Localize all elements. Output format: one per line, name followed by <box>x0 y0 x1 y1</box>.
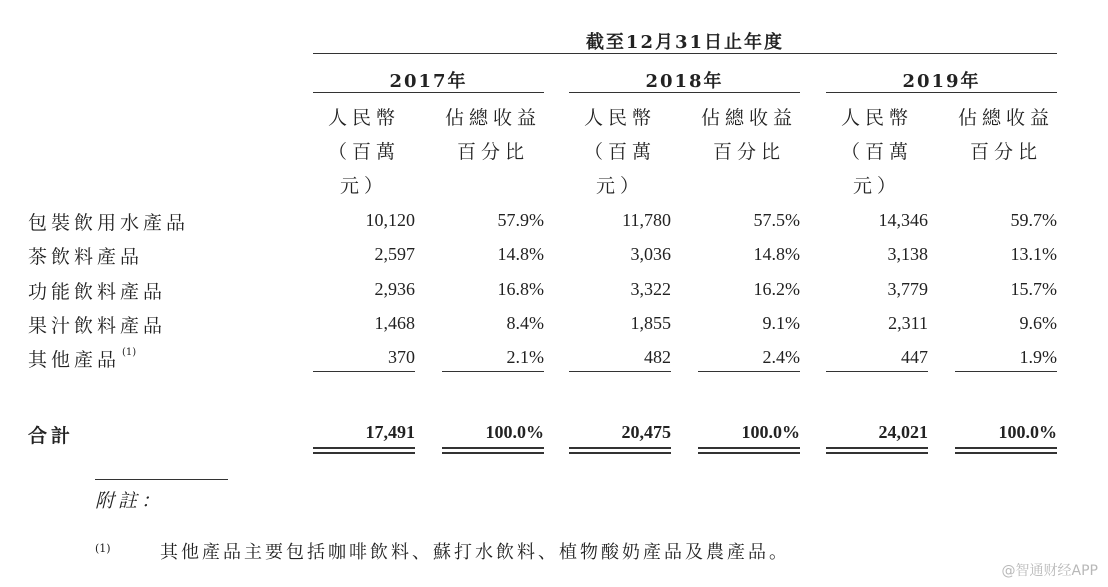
subtotal-rule <box>442 371 544 372</box>
footnote-text: 其他產品主要包括咖啡飲料、蘇打水飲料、植物酸奶產品及農產品。 <box>160 542 790 563</box>
col-pct-line2: 百分比 <box>712 141 785 163</box>
subtotal-rule <box>826 371 928 372</box>
cell-2017-pct: 2.1% <box>506 347 544 367</box>
total-double-rule <box>442 447 544 449</box>
subtotal-rule <box>955 371 1057 372</box>
col-pct-2017 <box>442 101 544 169</box>
row-label: 果汁飲料產品 <box>28 315 167 337</box>
total-double-rule <box>313 447 415 449</box>
total-2018-pct: 100.0% <box>741 422 800 442</box>
total-double-rule <box>569 447 671 449</box>
cell-2018-amount: 3,036 <box>630 244 671 264</box>
cell-2017-amount: 370 <box>388 347 415 367</box>
cell-2018-pct: 9.1% <box>762 313 800 333</box>
cell-2019-amount: 3,138 <box>887 244 928 264</box>
row-label: 包裝飲用水產品 <box>28 212 190 234</box>
year-2019-rule <box>826 92 1057 93</box>
col-amount-line1: 人民幣 <box>583 107 656 129</box>
total-2017-pct: 100.0% <box>485 422 544 442</box>
cell-2017-amount: 2,597 <box>374 244 415 264</box>
total-label: 合計 <box>28 425 75 447</box>
year-2017-rule <box>313 92 544 93</box>
subtotal-rule <box>698 371 800 372</box>
total-double-rule <box>826 447 928 449</box>
cell-2018-amount: 1,855 <box>630 313 671 333</box>
total-2019-pct: 100.0% <box>998 422 1057 442</box>
cell-2017-pct: 57.9% <box>497 210 544 230</box>
year-2019-header: 2019年 <box>902 71 981 92</box>
col-amount-2017 <box>313 101 415 203</box>
cell-2018-amount: 11,780 <box>622 210 671 230</box>
col-pct-line1: 佔總收益 <box>957 107 1054 129</box>
cell-2018-amount: 3,322 <box>630 279 671 299</box>
row-label: 茶飲料產品 <box>28 246 144 268</box>
cell-2018-amount: 482 <box>644 347 671 367</box>
cell-2017-amount: 2,936 <box>374 279 415 299</box>
total-double-rule <box>826 452 928 454</box>
cell-2017-amount: 10,120 <box>365 210 415 230</box>
footnote-marker: (1) <box>95 542 111 555</box>
col-pct-line1: 佔總收益 <box>700 107 797 129</box>
cell-2019-pct: 9.6% <box>1019 313 1057 333</box>
cell-2017-pct: 16.8% <box>497 279 544 299</box>
cell-2018-pct: 2.4% <box>762 347 800 367</box>
col-amount-2018 <box>569 101 671 203</box>
cell-2018-pct: 57.5% <box>753 210 800 230</box>
cell-2019-amount: 447 <box>901 347 928 367</box>
cell-2019-amount: 3,779 <box>887 279 928 299</box>
cell-2019-pct: 15.7% <box>1010 279 1057 299</box>
total-double-rule <box>955 452 1057 454</box>
total-2018-amount: 20,475 <box>621 422 671 442</box>
col-amount-line1: 人民幣 <box>327 107 400 129</box>
footnote-marker: (1) <box>122 347 137 358</box>
subtotal-rule <box>569 371 671 372</box>
total-2017-amount: 17,491 <box>365 422 415 442</box>
cell-2019-amount: 2,311 <box>888 313 928 333</box>
total-double-rule <box>313 452 415 454</box>
cell-2019-amount: 14,346 <box>878 210 928 230</box>
cell-2019-pct: 59.7% <box>1010 210 1057 230</box>
col-pct-line2: 百分比 <box>969 141 1042 163</box>
cell-2019-pct: 1.9% <box>1019 347 1057 367</box>
col-amount-line2: （百萬元） <box>583 141 656 197</box>
col-amount-line1: 人民幣 <box>840 107 913 129</box>
col-amount-2019 <box>826 101 928 203</box>
col-amount-line2: （百萬元） <box>840 141 913 197</box>
col-pct-2018 <box>698 101 800 169</box>
total-double-rule <box>569 452 671 454</box>
period-header: 截至12月31日止年度 <box>585 32 785 53</box>
cell-2017-pct: 8.4% <box>506 313 544 333</box>
cell-2018-pct: 16.2% <box>753 279 800 299</box>
col-pct-2019 <box>955 101 1057 169</box>
subtotal-rule <box>313 371 415 372</box>
total-double-rule <box>955 447 1057 449</box>
cell-2017-amount: 1,468 <box>374 313 415 333</box>
row-label-text: 其他產品 <box>28 349 121 371</box>
notes-heading: 附註： <box>95 490 165 512</box>
row-label <box>28 345 136 372</box>
col-pct-line2: 百分比 <box>456 141 529 163</box>
year-2017-header: 2017年 <box>389 71 468 92</box>
total-double-rule <box>698 447 800 449</box>
cell-2018-pct: 14.8% <box>753 244 800 264</box>
notes-separator <box>95 479 228 480</box>
period-rule <box>313 53 1057 54</box>
year-2018-header: 2018年 <box>645 71 724 92</box>
total-2019-amount: 24,021 <box>878 422 928 442</box>
cell-2017-pct: 14.8% <box>497 244 544 264</box>
row-label: 功能飲料產品 <box>28 281 167 303</box>
watermark: @智通财经APP <box>1001 563 1098 579</box>
total-double-rule <box>442 452 544 454</box>
col-pct-line1: 佔總收益 <box>444 107 541 129</box>
year-2018-rule <box>569 92 800 93</box>
col-amount-line2: （百萬元） <box>327 141 400 197</box>
total-double-rule <box>698 452 800 454</box>
cell-2019-pct: 13.1% <box>1010 244 1057 264</box>
